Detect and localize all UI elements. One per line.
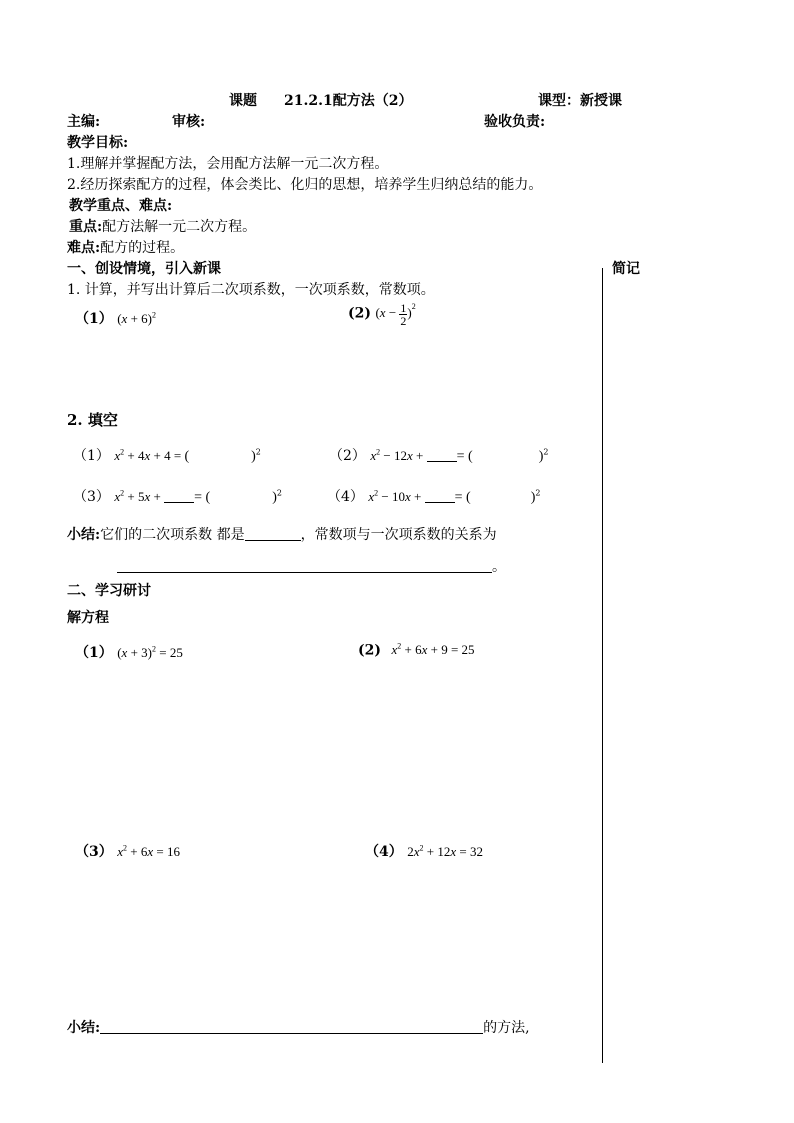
equation-1-label: （1） [75, 645, 113, 661]
question2-heading: 2. 填空 [67, 411, 118, 429]
question1-2-label: (2) [348, 305, 371, 322]
summary1-label: 小结: [67, 527, 101, 543]
summary2-blank[interactable] [100, 1021, 483, 1034]
question1-1-label: （1） [75, 311, 113, 327]
lesson-type-label: 课型： [538, 93, 580, 109]
focus-label: 重点: [69, 219, 103, 235]
fill-item-1-label: （1） [73, 448, 110, 464]
objective-item-1: 1.理解并掌握配方法，会用配方法解一元二次方程。 [67, 156, 389, 172]
question1-1 [75, 308, 156, 328]
summary1-end: 。 [492, 559, 506, 575]
fill-item-2: （2） $x^2 - 12x$ + = ( )$^2$ [329, 447, 549, 464]
equation-1: （1） $(x + 3)^2 = 25$ [75, 644, 183, 661]
equation-2: (2) $x^2 + 6x + 9 = 25$ [358, 642, 475, 659]
key-points-heading: 教学重点、难点: [69, 198, 173, 214]
fill-item-1: （1） $x^2 + 4x + 4$ = ( )$^2$ [73, 447, 261, 464]
summary1-line [67, 524, 497, 544]
fill-blank-4[interactable] [425, 490, 455, 503]
equation-4-label: （4） [365, 844, 403, 860]
summary1-line2 [117, 556, 506, 576]
lesson-title: 21.2.1配方法（2） [284, 93, 413, 109]
summary1-blank[interactable] [245, 528, 301, 541]
editor-label: 主编: [67, 114, 101, 130]
summary2-end: 的方法, [483, 1020, 530, 1036]
notes-divider [602, 268, 603, 1063]
expression-x-plus-6-squared: $(x + 6)^2$ [117, 310, 156, 326]
fill-item-3-label: （3） [73, 489, 110, 505]
summary1-text-b: ，常数项与一次项系数的关系为 [300, 527, 497, 543]
focus-line [69, 216, 256, 236]
focus-text: 配方法解一元二次方程。 [102, 219, 257, 235]
section2-subheading: 解方程 [67, 610, 109, 626]
notes-label: 简记 [612, 261, 640, 277]
difficulty-label: 难点: [67, 240, 101, 256]
fill-blank-3[interactable] [164, 490, 194, 503]
difficulty-text: 配方的过程。 [100, 240, 185, 256]
summary2-label: 小结: [67, 1020, 101, 1036]
expression-x-minus-half-squared: (x − $\frac{1}{2}$ )$^2$ [375, 301, 416, 328]
summary1-blank-2[interactable] [117, 560, 492, 573]
fill-item-4-label: （4） [327, 489, 364, 505]
fill-item-4: （4） $x^2 - 10x$ + = ( )$^2$ [327, 488, 541, 505]
difficulty-line [67, 237, 184, 257]
acceptance-label: 验收负责: [484, 114, 546, 130]
summary1-text-a: 它们的二次项系数 都是 [100, 527, 245, 543]
fill-item-3: （3） $x^2 + 5x$ + = ( )$^2$ [73, 488, 282, 505]
lesson-label: 课题 [229, 93, 257, 109]
lesson-type-value: 新授课 [580, 93, 622, 109]
fill-blank-2[interactable] [427, 449, 457, 462]
question1-2 [348, 302, 416, 327]
summary2-line [67, 1017, 530, 1037]
lesson-type [538, 90, 622, 110]
equation-4: （4） $2x^2 + 12x = 32$ [365, 843, 483, 860]
question1-text: 1. 计算，并写出计算后二次项系数，一次项系数，常数项。 [67, 282, 435, 298]
equation-3: （3） $x^2 + 6x = 16$ [75, 843, 180, 860]
reviewer-label: 审核: [172, 114, 206, 130]
section2-heading: 二、学习研讨 [67, 583, 151, 599]
equation-3-label: （3） [75, 844, 113, 860]
objectives-heading: 教学目标: [67, 135, 129, 151]
objective-item-2: 2.经历探索配方的过程，体会类比、化归的思想，培养学生归纳总结的能力。 [67, 177, 543, 193]
fill-item-2-label: （2） [329, 448, 366, 464]
equation-2-label: (2) [358, 642, 381, 659]
section1-heading: 一、创设情境，引入新课 [67, 261, 221, 277]
